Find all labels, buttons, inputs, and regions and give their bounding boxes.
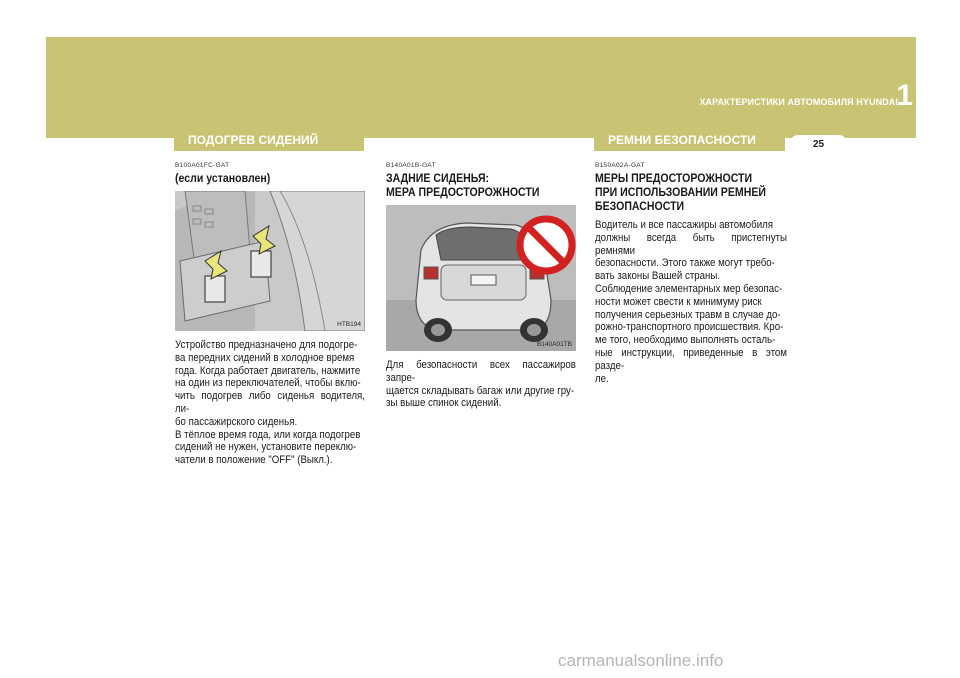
text-line: ва передних сидений в холодное время <box>175 351 355 364</box>
heading-line: БЕЗОПАСНОСТИ <box>595 199 685 213</box>
heading-line: МЕРА ПРЕДОСТОРОЖНОСТИ <box>386 185 540 199</box>
text-line: года. Когда работает двигатель, нажмите <box>175 364 361 377</box>
text-line: ности может свести к минимуму риск <box>595 295 762 308</box>
section-tab-seat-belts <box>594 127 785 151</box>
text-line: сидений не нужен, установите переклю- <box>175 441 357 454</box>
text-line: вать законы Вашей страны. <box>595 270 721 283</box>
text-line: зы выше спинок сидений. <box>386 397 502 410</box>
text-line: должны всегда быть пристегнуты ремнями <box>595 231 787 257</box>
text-line: Водитель и все пассажиры автомобиля <box>595 219 774 231</box>
text-line: на один из переключателей, чтобы вклю- <box>175 377 361 390</box>
heading-line: ПРИ ИСПОЛЬЗОВАНИИ РЕМНЕЙ <box>595 185 766 199</box>
text-line: Устройство предназначено для подогре- <box>175 339 358 351</box>
section-title: ПОДОГРЕВ СИДЕНИЙ <box>188 133 319 147</box>
car-drawing <box>386 205 576 351</box>
text-line: безопасности. Этого также могут требо- <box>595 257 775 270</box>
text-line: получения серьезных травм в случае до- <box>595 308 781 321</box>
header-band <box>46 37 916 138</box>
text-line: чатели в положение "OFF" (Выкл.). <box>175 454 333 467</box>
console-drawing <box>175 191 365 331</box>
column-seat-heating <box>175 162 365 467</box>
watermark: carmanualsonline.info <box>558 651 724 670</box>
text-line: ле. <box>595 372 609 385</box>
body-text <box>175 339 365 467</box>
text-line: рожно-транспортного происшествия. Кро- <box>595 321 784 334</box>
body-text <box>595 219 787 385</box>
heading-line: ЗАДНИЕ СИДЕНЬЯ: <box>386 171 490 185</box>
column-seat-belts <box>595 162 787 385</box>
figure-code: B140A01TB <box>536 341 572 348</box>
text-line: ме того, необходимо выполнять осталь- <box>595 334 776 347</box>
section-code: B150A02A-GAT <box>595 162 645 169</box>
heading-line: МЕРЫ ПРЕДОСТОРОЖНОСТИ <box>595 171 753 185</box>
section-code: B140A01B-GAT <box>386 162 436 169</box>
text-line: Для безопасности всех пассажиров запре- <box>386 359 576 384</box>
body-text <box>386 359 576 410</box>
column-rear-seats <box>386 162 576 410</box>
section-title: РЕМНИ БЕЗОПАСНОСТИ <box>608 133 756 147</box>
text-line: Соблюдение элементарных мер безопас- <box>595 282 783 295</box>
section-code: B100A01FC-GAT <box>175 162 230 169</box>
section-heading <box>595 171 786 213</box>
chapter-number: 1 <box>896 79 913 112</box>
rear-cargo-illustration <box>386 205 576 351</box>
seat-heater-illustration <box>175 191 365 331</box>
text-line: бо пассажирского сиденья. <box>175 415 298 428</box>
section-heading: (если установлен) <box>175 171 271 185</box>
page-number: 25 <box>812 139 825 150</box>
figure-code: HTB194 <box>337 321 361 328</box>
section-heading <box>386 171 575 199</box>
text-line: В тёплое время года, или когда подогрев <box>175 428 361 441</box>
chapter-title: ХАРАКТЕРИСТИКИ АВТОМОБИЛЯ HYUNDAI <box>699 97 898 107</box>
section-tab-seat-heating <box>174 127 364 151</box>
text-line: чить подогрев либо сиденья водителя, ли- <box>175 390 365 415</box>
text-line: щается складывать багаж или другие гру- <box>386 384 575 397</box>
text-line: ные инструкции, приведенные в этом разде- <box>595 346 787 372</box>
